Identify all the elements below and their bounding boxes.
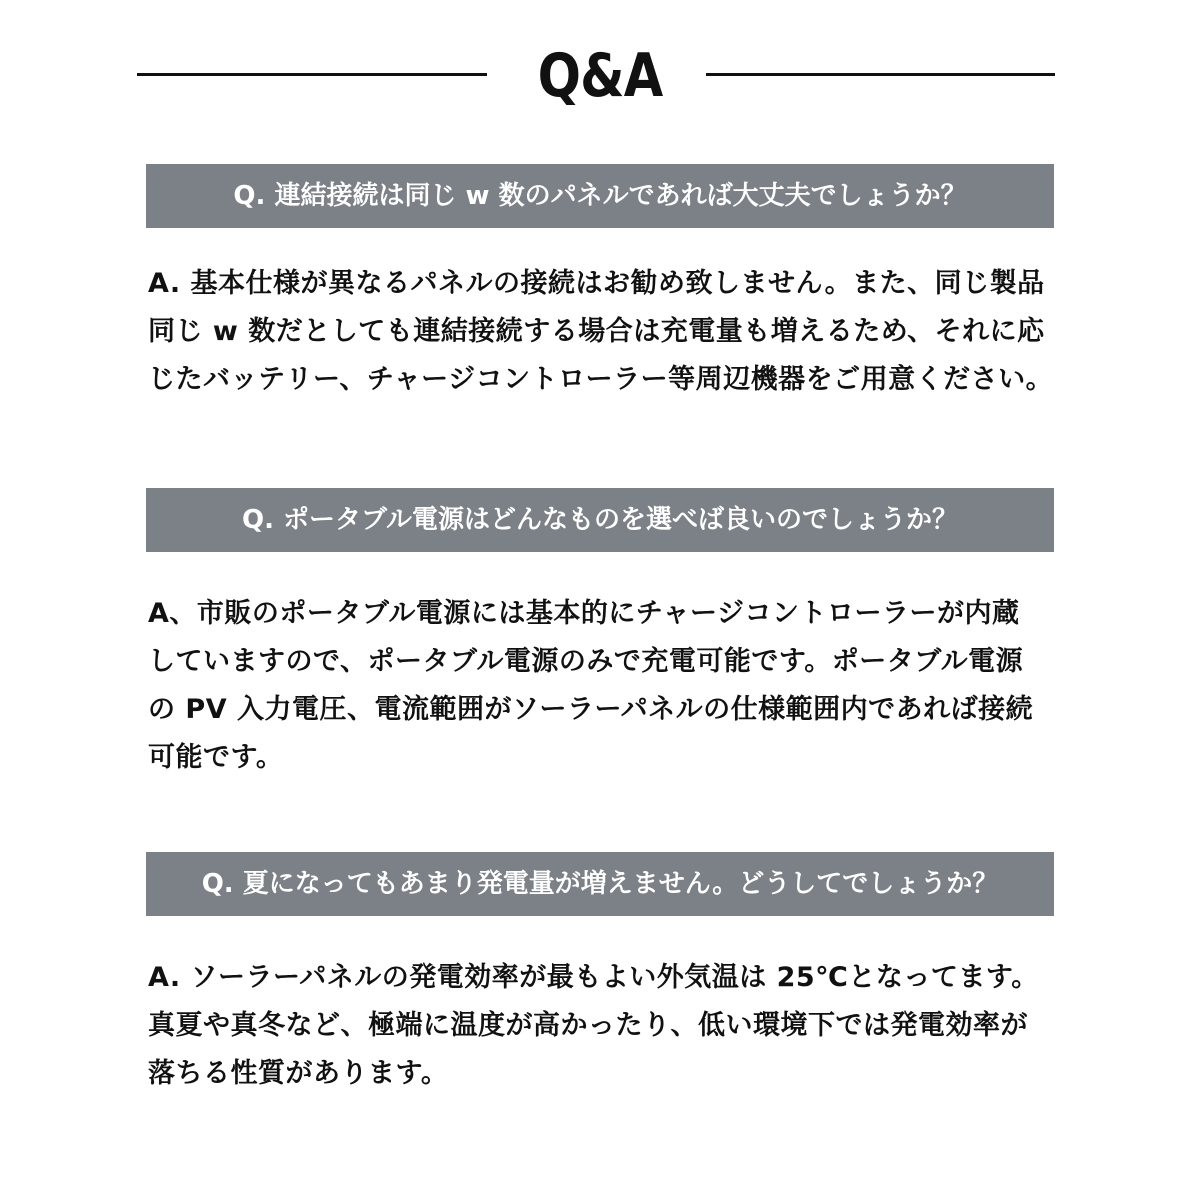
qa-item xyxy=(146,852,1054,1098)
answer-line: 真夏や真冬など、極端に温度が高かったり、低い環境下では発電効率が xyxy=(148,1010,1028,1041)
header-rule-left xyxy=(137,73,487,76)
question-banner: Q. ポータブル電源はどんなものを選べば良いのでしょうか？ xyxy=(146,488,1054,552)
answer-line: A. 基本仕様が異なるパネルの接続はお勧め致しません。また、同じ製品 xyxy=(148,268,1045,299)
question-banner: Q. 夏になってもあまり発電量が増えません。どうしてでしょうか？ xyxy=(146,852,1054,916)
answer-line: 可能です。 xyxy=(148,742,284,773)
qa-item xyxy=(146,164,1054,404)
answer-text xyxy=(146,590,1054,782)
answer-line: 落ちる性質があります。 xyxy=(148,1058,449,1089)
answer-line: していますので、ポータブル電源のみで充電可能です。ポータブル電源 xyxy=(148,646,1024,677)
answer-line: 同じ w 数だとしても連結接続する場合は充電量も増えるため、それに応 xyxy=(148,316,1045,347)
answer-text xyxy=(146,954,1054,1098)
header-rule-right xyxy=(706,73,1055,76)
answer-line: A、市販のポータブル電源には基本的にチャージコントローラーが内蔵 xyxy=(148,598,1020,629)
answer-text xyxy=(146,260,1054,404)
answer-line: じたバッテリー、チャージコントローラー等周辺機器をご用意ください。 xyxy=(148,364,1054,395)
page-header xyxy=(0,36,1200,116)
page-title: Q&A xyxy=(537,41,663,111)
answer-line: A. ソーラーパネルの発電効率が最もよい外気温は 25℃となってます。 xyxy=(148,962,1039,993)
qa-item xyxy=(146,488,1054,782)
question-banner: Q. 連結接続は同じ w 数のパネルであれば大丈夫でしょうか？ xyxy=(146,164,1054,228)
answer-line: の PV 入力電圧、電流範囲がソーラーパネルの仕様範囲内であれば接続 xyxy=(148,694,1034,725)
